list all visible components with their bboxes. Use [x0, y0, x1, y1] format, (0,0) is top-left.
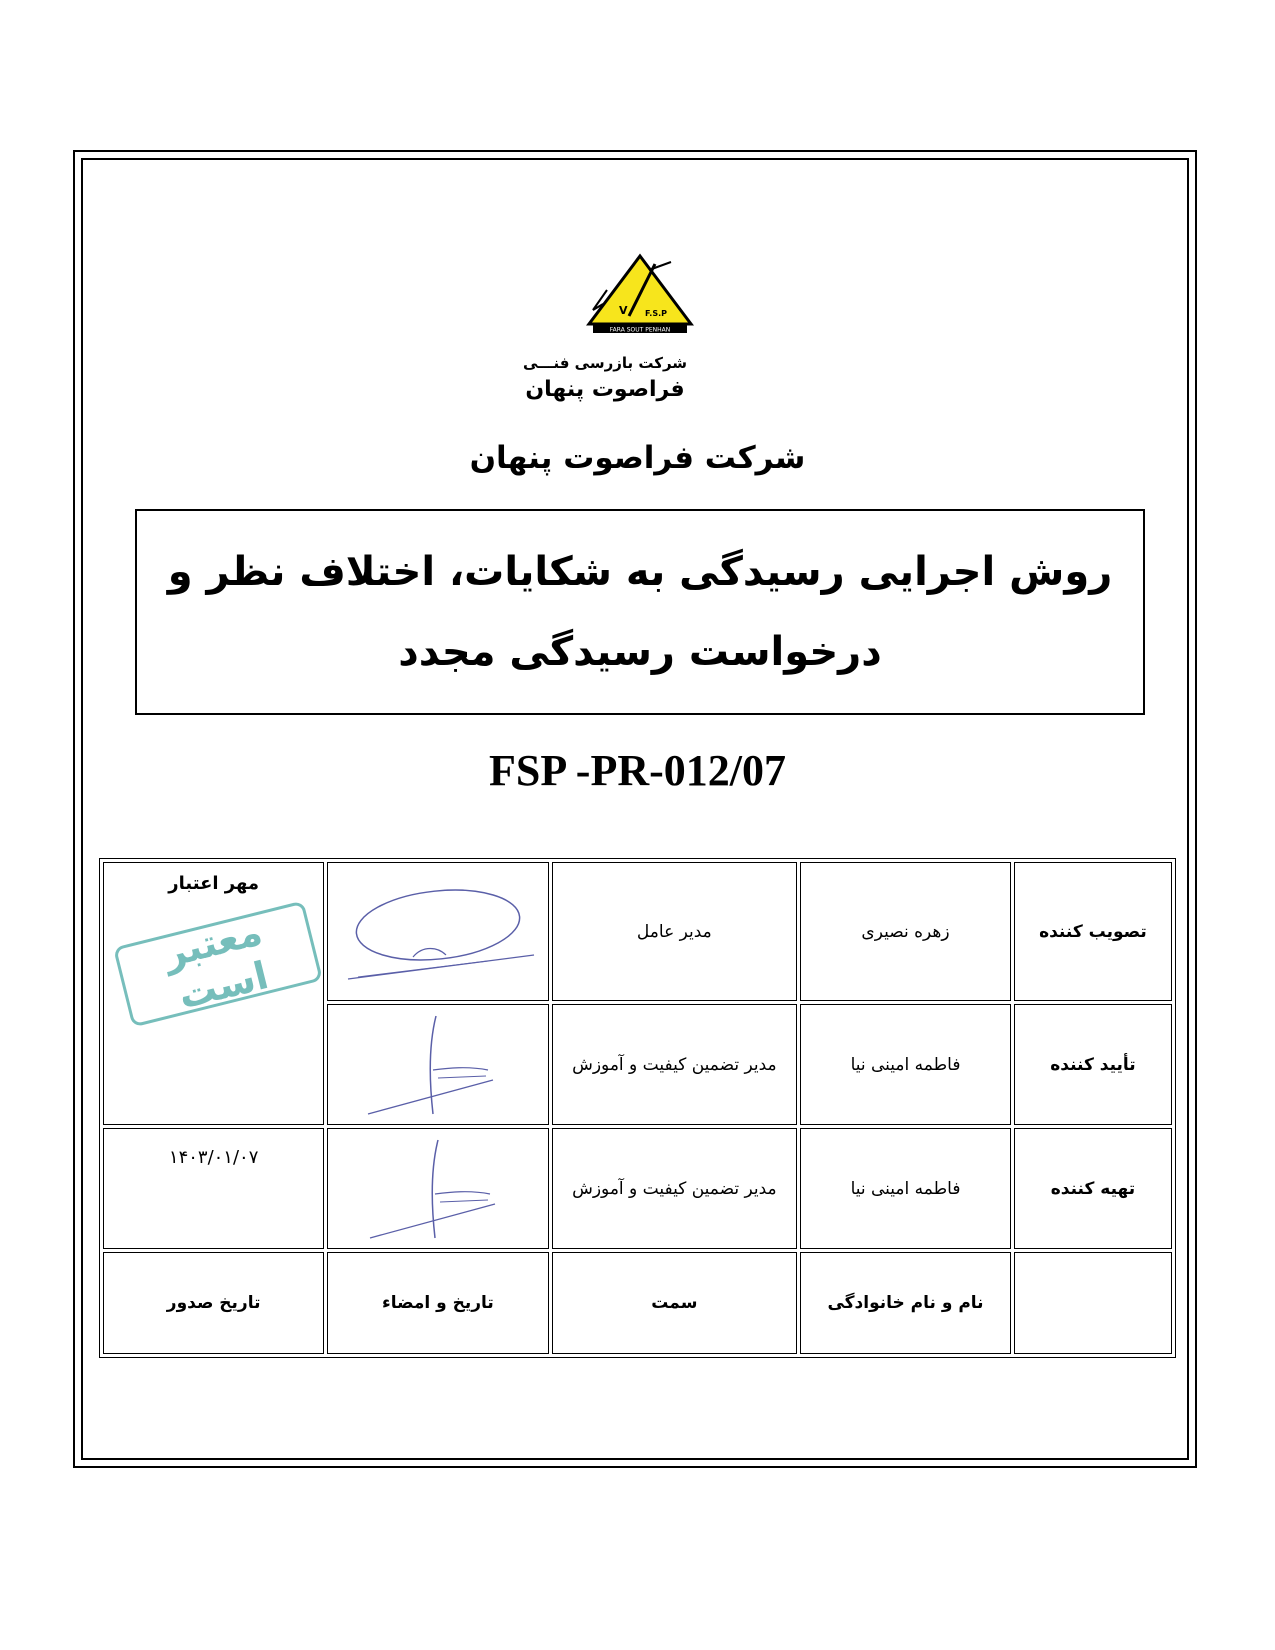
- role-cell: تصویب کننده: [1014, 862, 1172, 1001]
- table-row: [103, 862, 1172, 1001]
- stamp-cell: [103, 862, 324, 1125]
- header-name: نام و نام خانوادگی: [800, 1252, 1011, 1354]
- signature-cell: [327, 1128, 548, 1249]
- stamp-label: مهر اعتبار: [168, 873, 260, 894]
- logo-caption-line2: فراصوت پنهان: [525, 377, 685, 402]
- header-role: [1014, 1252, 1172, 1354]
- signature-cell: [327, 1004, 548, 1125]
- signature-icon: [338, 1134, 538, 1244]
- role-cell: تأیید کننده: [1014, 1004, 1172, 1125]
- svg-text:FARA SOUT PENHAN: FARA SOUT PENHAN: [609, 326, 671, 334]
- svg-text:V: V: [619, 304, 628, 317]
- name-cell: فاطمه امینی نیا: [800, 1128, 1011, 1249]
- name-cell: زهره نصیری: [800, 862, 1011, 1001]
- validity-stamp: معتبر است: [113, 901, 323, 1028]
- table-row: [103, 1128, 1172, 1249]
- name-cell: فاطمه امینی نیا: [800, 1004, 1011, 1125]
- position-cell: مدیر تضمین کیفیت و آموزش: [552, 1004, 798, 1125]
- company-logo-icon: [585, 252, 695, 344]
- company-name: شرکت فراصوت پنهان: [469, 440, 806, 476]
- svg-text:F.S.P: F.S.P: [645, 309, 667, 318]
- header-issue-date: تاریخ صدور: [103, 1252, 324, 1354]
- header-position: سمت: [552, 1252, 798, 1354]
- title-box: [135, 509, 1145, 715]
- position-cell: مدیر عامل: [552, 862, 798, 1001]
- position-cell: مدیر تضمین کیفیت و آموزش: [552, 1128, 798, 1249]
- logo-caption-line1: شرکت بازرسی فنـــی: [522, 354, 688, 372]
- document-code: FSP -PR-012/07: [489, 746, 786, 795]
- role-cell: تهیه کننده: [1014, 1128, 1172, 1249]
- signature-cell: [327, 862, 548, 1001]
- signature-icon: [338, 877, 538, 987]
- approval-table: [99, 858, 1176, 1358]
- issue-date-value: ۱۴۰۳/۰۱/۰۷: [168, 1147, 259, 1169]
- issue-date-cell: [103, 1128, 324, 1249]
- document-title: روش اجرایی رسیدگی به شکایات، اختلاف نظر و درخواست رسیدگی مجدد: [167, 549, 1113, 675]
- signature-icon: [338, 1010, 538, 1120]
- header-signature: تاریخ و امضاء: [327, 1252, 548, 1354]
- table-header-row: [103, 1252, 1172, 1354]
